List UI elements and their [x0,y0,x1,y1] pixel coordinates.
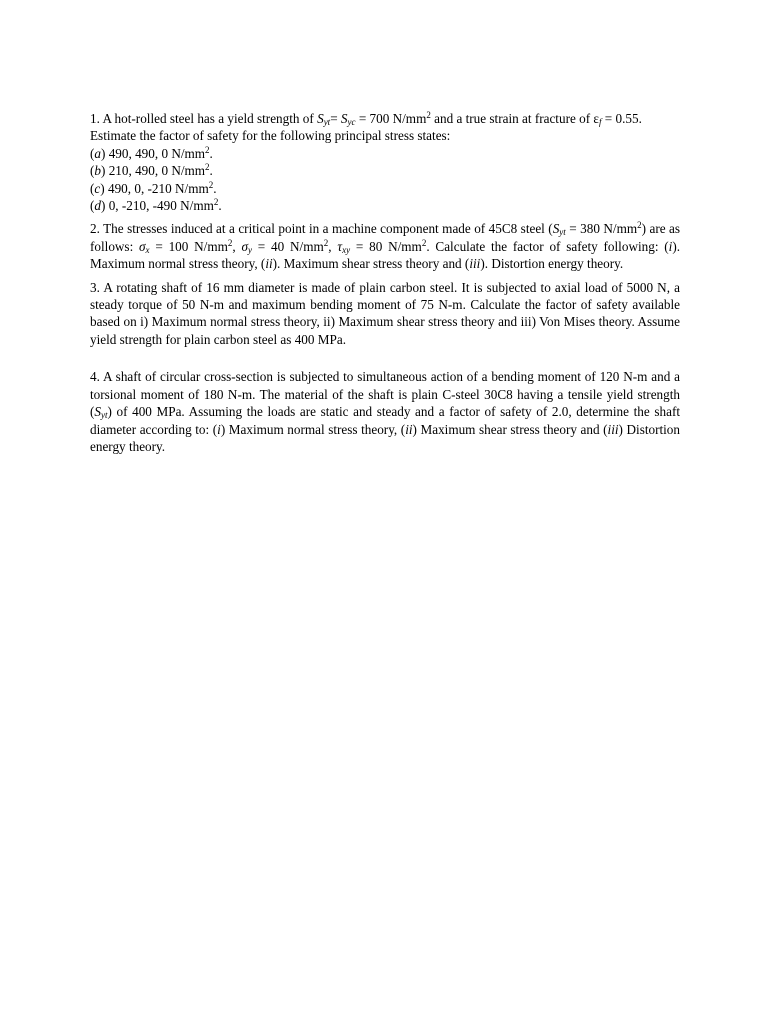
subscript-yt: yt [101,410,108,421]
state-label: c [94,180,101,196]
superscript-2: 2 [213,197,219,208]
symbol-s: S [317,111,324,126]
problem-1-intro: A hot-rolled steel has a yield strength of [102,111,318,126]
roman-iii: iii [469,256,481,272]
state-value: 490, 490, 0 N/mm [105,145,206,161]
problem-3-text: A rotating shaft of 16 mm diameter is made of plain carbon steel. It is subjected to axial load of 5000 N, a steady torque of 50 N-m and maximum bending moment of 75 N-m. Calculate the factor of safety available based on i) Maximum normal stress theory, ii) Maximum shear stress theory and iii) Von Mises theory. Assume yield strength for plain carbon steel as 400 MPa. [90,279,680,347]
roman-iii: iii [607,421,619,437]
symbol-s: S [340,111,348,126]
superscript-2: 2 [227,237,233,248]
document-page [90,110,680,455]
subscript-yt: yt [323,117,331,127]
problem-1-number: 1. [90,111,100,126]
problem-2-text: ). Distortion energy theory. [480,256,624,272]
separator: , [232,238,242,254]
symbol-s: S [94,404,101,420]
superscript-2: 2 [208,179,214,190]
superscript-2: 2 [637,220,642,231]
strain-text: and a true strain at fracture of [430,111,594,126]
problem-4-text: ) of 400 MPa. Assuming the loads are static and steady and a factor of safety of 2.0, determine the shaft diameter according to: ( [90,404,680,437]
problem-2-text: = 380 N/mm [565,221,638,237]
yield-strength-value: = 700 N/mm [355,111,427,126]
stress-state-c: (c) 490, 0, -210 $N/mm^2$. [90,179,217,196]
equals-sign: = [330,111,341,126]
roman-i: i [668,238,673,254]
problem-4 [90,368,680,455]
problem-2-text: ) are as follows: [90,221,681,254]
stress-state-a: (a) 490, 490, 0 $N/mm^2$. [90,144,213,161]
problem-4-text: ) Distortion energy theory. [90,421,680,454]
state-value: 490, 0, -210 N/mm [104,180,209,196]
stress-state-b: (b) 210, 490, 0 $N/mm^2$. [90,162,213,179]
problem-4-text: A shaft of circular cross-section is subjected to simultaneous action of a bending moment of 120 N-m and a torsional moment of 180 N-m. The material of the shaft is plain C-steel 30C8 having a tensile yield strength ( [90,369,681,420]
problem-3-number: 3. [90,279,100,295]
state-value: 0, -210, -490 N/mm [105,198,214,214]
superscript-2: 2 [205,162,210,173]
state-label: b [94,163,101,179]
problem-2-text: ). Maximum shear stress theory and ( [272,256,470,272]
problem-2-text: . Calculate the factor of safety following: ( [426,238,669,254]
strain-value: = 0.55. [601,111,642,126]
period: . [213,180,217,196]
problem-4-number: 4. [90,369,100,385]
state-value: 210, 490, 0 N/mm [105,163,206,179]
superscript-2: 2 [426,110,431,120]
symbol-sigma: σ [241,238,248,254]
period: . [218,198,222,214]
problem-1 [90,110,680,214]
superscript-2: 2 [205,144,210,155]
problem-3 [90,279,680,349]
superscript-2: 2 [323,237,329,248]
state-label: a [94,145,101,161]
tau-xy-value: = 80 N/mm [350,238,422,254]
symbol-s: S [552,221,560,237]
problem-4-text: ) Maximum shear stress theory and ( [412,421,608,437]
symbol-epsilon: ε [593,111,599,126]
superscript-2: 2 [421,237,427,248]
sigma-y-value: = 40 N/mm [252,238,324,254]
roman-ii: ii [405,421,413,437]
problem-2-text: ). Maximum normal stress theory, ( [90,238,681,272]
roman-ii: ii [265,256,273,272]
period: . [209,145,213,161]
problem-4-text: ) Maximum normal stress theory, ( [220,421,406,437]
subscript-xy: xy [342,244,351,255]
stress-state-d: (d) 0, -210, -490 $N/mm^2$. [90,197,222,214]
subscript-yt: yt [559,227,566,238]
period: . [209,163,213,179]
problem-2-text: The stresses induced at a critical point in a machine component made of 45C8 steel ( [103,221,553,237]
symbol-tau: τ [337,238,343,254]
subscript-x: x [145,244,150,255]
problem-1-line-1 [90,110,680,127]
state-label: d [94,198,101,214]
symbol-sigma: σ [139,238,146,254]
sigma-x-value: = 100 N/mm [149,238,228,254]
roman-i: i [217,421,221,437]
subscript-y: y [248,244,252,255]
problem-1-line-2: Estimate the factor of safety for the following principal stress states: [90,128,451,144]
problem-2-number: 2. [90,221,100,237]
subscript-yc: yc [347,117,356,127]
subscript-f: f [598,117,602,127]
problem-2 [90,220,680,272]
separator: , [328,238,338,254]
